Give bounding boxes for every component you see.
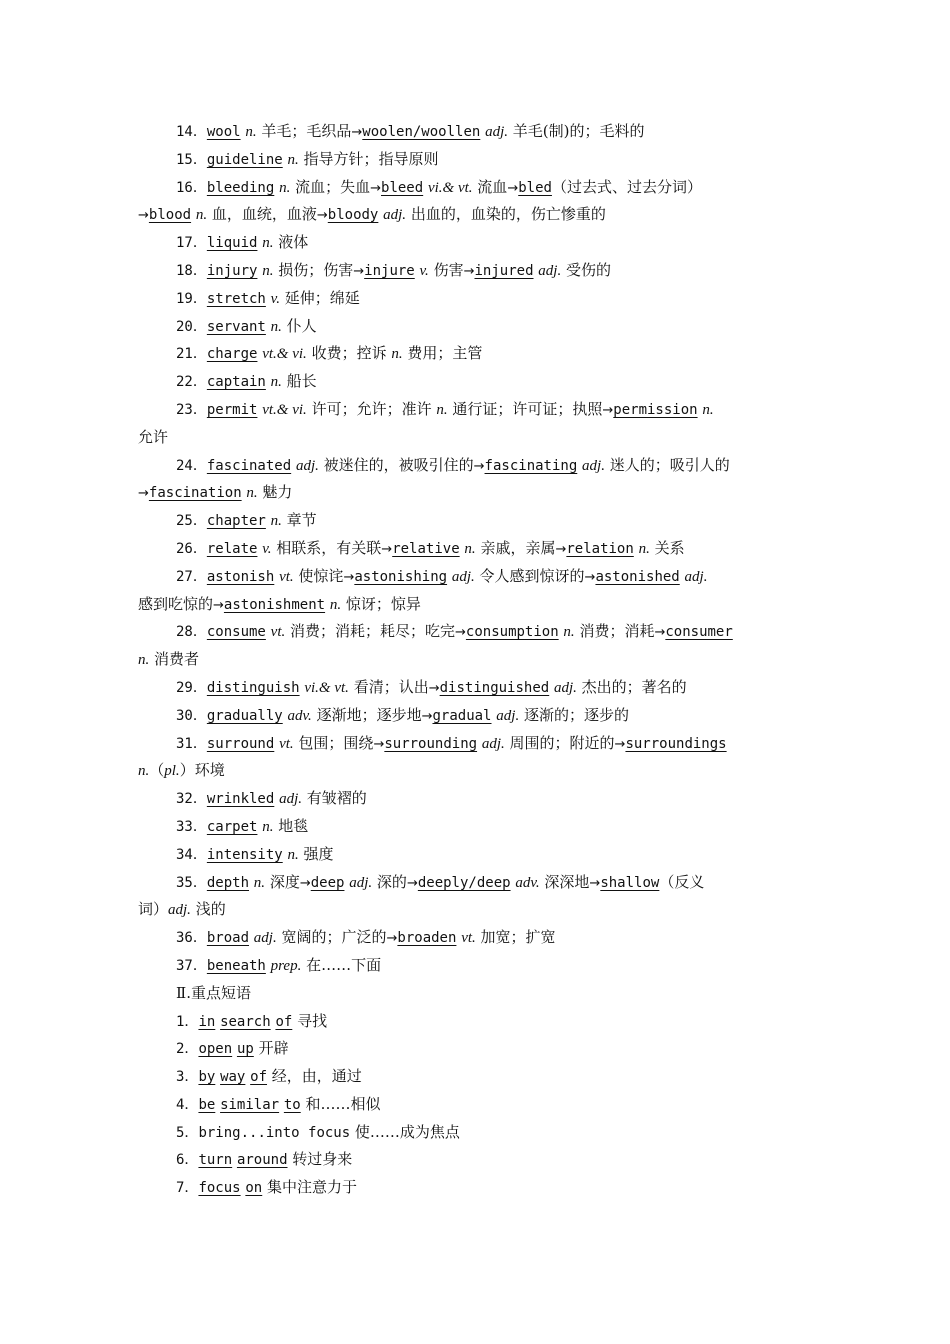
answer-word: in	[198, 1013, 216, 1030]
answer-word: chapter	[206, 513, 266, 530]
answer-word: stretch	[206, 290, 266, 307]
item-number: 19．	[176, 290, 207, 307]
phrase-entry	[138, 1063, 818, 1091]
vocab-entry	[138, 869, 818, 897]
definition-text: 深度	[265, 872, 300, 891]
definition-text: 包围；围绕	[293, 733, 374, 752]
part-of-speech: n.	[262, 818, 274, 835]
definition-text: 相联系，有关联	[271, 538, 382, 557]
definition-text: 指导方针；指导原则	[298, 149, 439, 168]
definition-text: 伤害	[428, 260, 464, 279]
vocab-entry	[138, 535, 818, 563]
vocab-entry-continuation	[138, 757, 818, 785]
answer-word: gradually	[206, 707, 283, 724]
item-number: 30．	[176, 707, 207, 724]
definition-text: 地毯	[273, 816, 309, 835]
definition-text: 使……成为焦点	[350, 1122, 460, 1141]
item-number: 1．	[176, 1013, 199, 1030]
item-number: 25．	[176, 513, 207, 530]
part-of-speech: vi.& vt.	[304, 679, 349, 696]
arrow-icon: →	[299, 875, 311, 891]
definition-text: 消费；消耗；耗尽；吃完	[285, 622, 456, 641]
definition-text: 延伸；绵延	[279, 288, 360, 307]
arrow-icon: →	[138, 486, 149, 502]
definition-text: 浅的	[190, 900, 226, 919]
answer-word: turn	[198, 1152, 233, 1169]
answer-word: fascination	[148, 485, 242, 502]
item-number: 16．	[176, 179, 207, 196]
definition-text: 有皱褶的	[302, 789, 367, 808]
vocab-entry	[138, 563, 818, 591]
item-number: 29．	[176, 679, 207, 696]
phrase-list	[138, 1008, 818, 1203]
part-of-speech: adj.	[553, 679, 577, 696]
part-of-speech: adj.	[582, 457, 605, 474]
vocab-entry	[138, 396, 818, 424]
definition-text: 亲戚，亲属	[475, 538, 556, 557]
answer-word: around	[236, 1152, 288, 1169]
part-of-speech: n.	[329, 596, 342, 613]
part-of-speech: v.	[419, 262, 429, 279]
answer-word: similar	[220, 1096, 280, 1113]
definition-text: 章节	[281, 511, 317, 530]
definition-text: 费用；主管	[402, 344, 483, 363]
arrow-icon: →	[381, 541, 393, 557]
vocab-entry	[138, 257, 818, 285]
phrase-entry	[138, 1146, 818, 1174]
item-number: 4．	[176, 1096, 199, 1113]
part-of-speech: adj.	[451, 568, 475, 585]
answer-word: by	[198, 1069, 216, 1086]
definition-text: （过去式、过去分词）	[551, 177, 702, 196]
answer-word: depth	[206, 874, 250, 891]
answer-word: astonished	[595, 568, 680, 585]
arrow-icon: →	[654, 625, 666, 641]
answer-word: captain	[206, 374, 266, 391]
part-of-speech: n.	[138, 763, 150, 780]
arrow-icon: →	[316, 208, 328, 224]
part-of-speech: n.	[138, 652, 150, 669]
part-of-speech: n.	[464, 540, 476, 557]
arrow-icon: →	[602, 402, 614, 418]
answer-word: surroundings	[625, 735, 727, 752]
answer-word: injured	[474, 262, 534, 279]
definition-text: 使惊诧	[293, 566, 344, 585]
vocab-entry	[138, 285, 818, 313]
answer-word: of	[250, 1069, 268, 1086]
arrow-icon: →	[555, 541, 567, 557]
arrow-icon: →	[584, 569, 596, 585]
vocab-entry	[138, 340, 818, 368]
part-of-speech: n.	[287, 151, 299, 168]
vocab-entry-continuation	[138, 646, 818, 674]
definition-text: 经，由，通过	[267, 1067, 362, 1086]
definition-text: 受伤的	[561, 260, 611, 279]
answer-word: deep	[310, 874, 345, 891]
vocabulary-list	[138, 118, 818, 980]
answer-word: injure	[364, 262, 415, 279]
arrow-icon: →	[421, 708, 433, 724]
vocab-entry-continuation	[138, 896, 818, 924]
definition-text: 羊毛(制)的；毛料的	[508, 122, 645, 140]
answer-word: of	[275, 1013, 293, 1030]
definition-text: 集中注意力于	[262, 1178, 358, 1197]
answer-word: on	[245, 1180, 263, 1197]
vocab-entry	[138, 813, 818, 841]
arrow-icon: →	[589, 875, 601, 891]
definition-text: 许可；允许；准许	[306, 399, 437, 418]
vocab-entry	[138, 730, 818, 758]
part-of-speech: v.	[262, 540, 272, 557]
item-number: 27．	[176, 568, 207, 585]
definition-text: 仆人	[281, 316, 317, 335]
answer-word: bled	[518, 179, 552, 196]
part-of-speech: adj.	[485, 124, 509, 140]
definition-text: 迷人的；吸引人的	[604, 455, 730, 474]
definition-text: 和……相似	[300, 1094, 381, 1113]
vocab-entry	[138, 674, 818, 702]
part-of-speech: vt.	[279, 735, 294, 752]
definition-text: 寻找	[292, 1011, 328, 1030]
definition-text: 出血的，血染的，伤亡惨重的	[406, 205, 606, 224]
vocab-entry	[138, 507, 818, 535]
definition-text: （反义	[659, 872, 705, 891]
part-of-speech: n.	[702, 401, 714, 418]
item-number: 34．	[176, 846, 207, 863]
item-number: 26．	[176, 540, 207, 557]
definition-text: 深深地	[539, 872, 590, 891]
answer-word: relation	[566, 540, 634, 557]
part-of-speech: n.	[436, 401, 448, 418]
phrase-entry	[138, 1035, 818, 1063]
item-number: 24．	[176, 457, 207, 474]
answer-word: focus	[198, 1180, 241, 1197]
arrow-icon: →	[428, 680, 440, 696]
definition-text: 令人感到惊讶的	[474, 566, 585, 585]
answer-word: astonishing	[354, 568, 448, 585]
arrow-icon: →	[507, 180, 519, 196]
definition-text: 逐渐地；逐步地	[311, 705, 422, 724]
answer-word: gradual	[432, 707, 492, 724]
definition-text: 强度	[298, 844, 334, 863]
answer-word: intensity	[206, 846, 283, 863]
answer-word: to	[283, 1096, 301, 1113]
answer-word: bleed	[381, 179, 424, 196]
part-of-speech: adj.	[279, 791, 302, 808]
vocab-entry	[138, 618, 818, 646]
arrow-icon: →	[406, 875, 418, 891]
answer-word: broad	[206, 930, 250, 947]
answer-word: relate	[206, 540, 258, 557]
answer-word: open	[198, 1041, 233, 1058]
definition-text: 开辟	[253, 1039, 289, 1058]
item-number: 20．	[176, 318, 207, 335]
definition-text: 杰出的；著名的	[576, 677, 687, 696]
document-page	[138, 118, 818, 1202]
vocab-entry-continuation	[138, 591, 818, 619]
part-of-speech: n.	[262, 262, 274, 279]
item-number: 32．	[176, 791, 207, 808]
vocab-entry	[138, 452, 818, 480]
item-number: 21．	[176, 346, 207, 363]
vocab-entry	[138, 785, 818, 813]
answer-word: search	[220, 1013, 271, 1030]
item-number: 14．	[176, 124, 207, 140]
definition-text: 转过身来	[287, 1150, 353, 1169]
vocab-entry	[138, 841, 818, 869]
part-of-speech: vt.& vi.	[262, 401, 307, 418]
part-of-speech: pl.	[164, 763, 180, 780]
phrase-entry	[138, 1091, 818, 1119]
part-of-speech: n.	[195, 207, 208, 224]
part-of-speech: n.	[563, 624, 575, 641]
definition-text: 关系	[649, 538, 685, 557]
vocab-entry	[138, 368, 818, 396]
part-of-speech: vt.	[461, 930, 476, 947]
definition-text: 液体	[273, 233, 309, 252]
vocab-entry	[138, 174, 818, 202]
answer-word: broaden	[397, 930, 457, 947]
answer-word: permit	[206, 401, 258, 418]
phrase-entry	[138, 1119, 818, 1147]
answer-word: liquid	[206, 235, 258, 252]
part-of-speech: adj.	[496, 707, 520, 724]
answer-word: shallow	[600, 874, 660, 891]
definition-text: 消费；消耗	[574, 622, 655, 641]
part-of-speech: n.	[245, 124, 257, 140]
vocab-entry	[138, 924, 818, 952]
definition-text: 船长	[281, 372, 317, 391]
definition-text: 惊讶；惊异	[341, 594, 421, 613]
part-of-speech: adj.	[538, 262, 562, 279]
vocab-entry-continuation	[138, 479, 818, 507]
arrow-icon: →	[473, 458, 485, 474]
phrase-entry	[138, 1174, 818, 1202]
item-number: 7．	[176, 1180, 199, 1197]
answer-word: way	[220, 1069, 246, 1086]
definition-text: 收费；控诉	[306, 344, 392, 363]
item-number: 18．	[176, 262, 207, 279]
vocab-entry	[138, 952, 818, 980]
item-number: 17．	[176, 235, 207, 252]
arrow-icon: →	[138, 208, 149, 224]
item-number: 33．	[176, 818, 207, 835]
part-of-speech: vt.	[270, 624, 286, 641]
answer-word: consume	[206, 624, 266, 641]
definition-text: 深的	[372, 872, 407, 891]
part-of-speech: adv.	[287, 707, 312, 724]
vocab-entry-continuation	[138, 424, 818, 452]
answer-word: permission	[613, 401, 698, 418]
arrow-icon: →	[614, 736, 626, 752]
answer-word: fascinated	[206, 457, 292, 474]
definition-text: 血，血统，血液	[207, 205, 317, 224]
definition-text: ）环境	[179, 761, 225, 780]
vocab-entry	[138, 118, 818, 146]
part-of-speech: adj.	[253, 930, 277, 947]
answer-word: beneath	[206, 957, 266, 974]
answer-word: wool	[206, 124, 241, 140]
part-of-speech: n.	[638, 540, 650, 557]
arrow-icon: →	[455, 625, 466, 641]
answer-word: astonish	[206, 568, 275, 585]
answer-word: consumer	[665, 624, 733, 641]
definition-text: 魅力	[257, 483, 293, 502]
part-of-speech: n.	[287, 846, 299, 863]
item-number: 28．	[176, 624, 207, 641]
part-of-speech: n.	[262, 235, 274, 252]
part-of-speech: v.	[270, 290, 280, 307]
vocab-entry	[138, 146, 818, 174]
item-number: 35．	[176, 874, 207, 891]
part-of-speech: adj.	[349, 874, 373, 891]
answer-word: bloody	[327, 207, 379, 224]
answer-word: wrinkled	[206, 791, 275, 808]
item-number: 37．	[176, 957, 207, 974]
definition-text: 词）	[138, 900, 169, 919]
item-number: 22．	[176, 374, 207, 391]
part-of-speech: n.	[270, 374, 282, 391]
answer-word: blood	[148, 207, 192, 224]
arrow-icon: →	[213, 597, 224, 613]
part-of-speech: adv.	[515, 874, 540, 891]
item-number: 3．	[176, 1069, 199, 1086]
answer-word: fascinating	[484, 457, 578, 474]
arrow-icon: →	[353, 263, 365, 279]
item-number: 23．	[176, 401, 207, 418]
part-of-speech: adj.	[168, 902, 191, 919]
part-of-speech: n.	[279, 179, 291, 196]
item-number: 15．	[176, 151, 207, 168]
arrow-icon: →	[370, 180, 382, 196]
item-number: 6．	[176, 1152, 199, 1169]
part-of-speech: vi.& vt.	[427, 179, 473, 196]
answer-word: woolen/woollen	[362, 124, 481, 140]
answer-word: bleeding	[206, 179, 275, 196]
part-of-speech: n.	[246, 485, 258, 502]
item-number: 5．	[176, 1124, 199, 1141]
arrow-icon: →	[463, 263, 475, 279]
vocab-entry	[138, 229, 818, 257]
answer-word: distinguish	[206, 679, 300, 696]
definition-text: 在……下面	[301, 955, 382, 974]
item-number: 31．	[176, 735, 207, 752]
part-of-speech: adj.	[684, 568, 708, 585]
answer-word: distinguished	[439, 679, 550, 696]
answer-word: carpet	[206, 818, 258, 835]
definition-text: 逐渐的；逐步的	[519, 705, 629, 724]
definition-text: 允许	[138, 427, 169, 446]
answer-word: servant	[206, 318, 266, 335]
arrow-icon: →	[386, 931, 398, 947]
definition-text: 加宽；扩宽	[475, 928, 556, 947]
definition-text: 流血	[472, 177, 508, 196]
answer-word: charge	[206, 346, 258, 363]
part-of-speech: n.	[391, 346, 403, 363]
definition-text: 看清；认出	[348, 677, 429, 696]
item-number: 36．	[176, 930, 207, 947]
definition-text: 羊毛；毛织品	[256, 122, 352, 140]
answer-word: be	[198, 1096, 216, 1113]
definition-text: 周围的；附近的	[504, 733, 615, 752]
part-of-speech: adj.	[481, 735, 505, 752]
answer-word: relative	[392, 540, 460, 557]
part-of-speech: adj.	[295, 457, 319, 474]
definition-text: 损伤；伤害	[273, 260, 354, 279]
definition-text: 消费者	[149, 650, 200, 669]
phrase-text: bring...into focus	[198, 1124, 351, 1141]
answer-word: up	[236, 1041, 254, 1058]
part-of-speech: adj.	[383, 207, 407, 224]
vocab-entry	[138, 313, 818, 341]
answer-word: injury	[206, 262, 258, 279]
definition-text: （	[149, 761, 165, 780]
section-heading: Ⅱ.重点短语	[176, 983, 251, 1002]
answer-word: guideline	[206, 151, 283, 168]
vocab-entry	[138, 702, 818, 730]
definition-text: 流血；失血	[290, 177, 371, 196]
definition-text: 宽阔的；广泛的	[276, 928, 387, 947]
vocab-entry-continuation	[138, 201, 818, 229]
answer-word: astonishment	[223, 596, 326, 613]
arrow-icon: →	[373, 736, 385, 752]
answer-word: deeply/deep	[417, 874, 511, 891]
part-of-speech: n.	[270, 318, 282, 335]
part-of-speech: vt.	[279, 568, 294, 585]
phrase-entry	[138, 1008, 818, 1036]
answer-word: surrounding	[384, 735, 478, 752]
answer-word: surround	[206, 735, 275, 752]
arrow-icon: →	[343, 569, 355, 585]
definition-text: 感到吃惊的	[138, 594, 214, 613]
part-of-speech: vt.& vi.	[262, 346, 307, 363]
arrow-icon: →	[351, 125, 363, 140]
definition-text: 通行证；许可证；执照	[447, 399, 603, 418]
part-of-speech: n.	[253, 874, 266, 891]
part-of-speech: n.	[270, 513, 282, 530]
part-of-speech: prep.	[270, 957, 302, 974]
definition-text: 被迷住的，被吸引住的	[318, 455, 474, 474]
item-number: 2．	[176, 1041, 199, 1058]
answer-word: consumption	[465, 624, 559, 641]
